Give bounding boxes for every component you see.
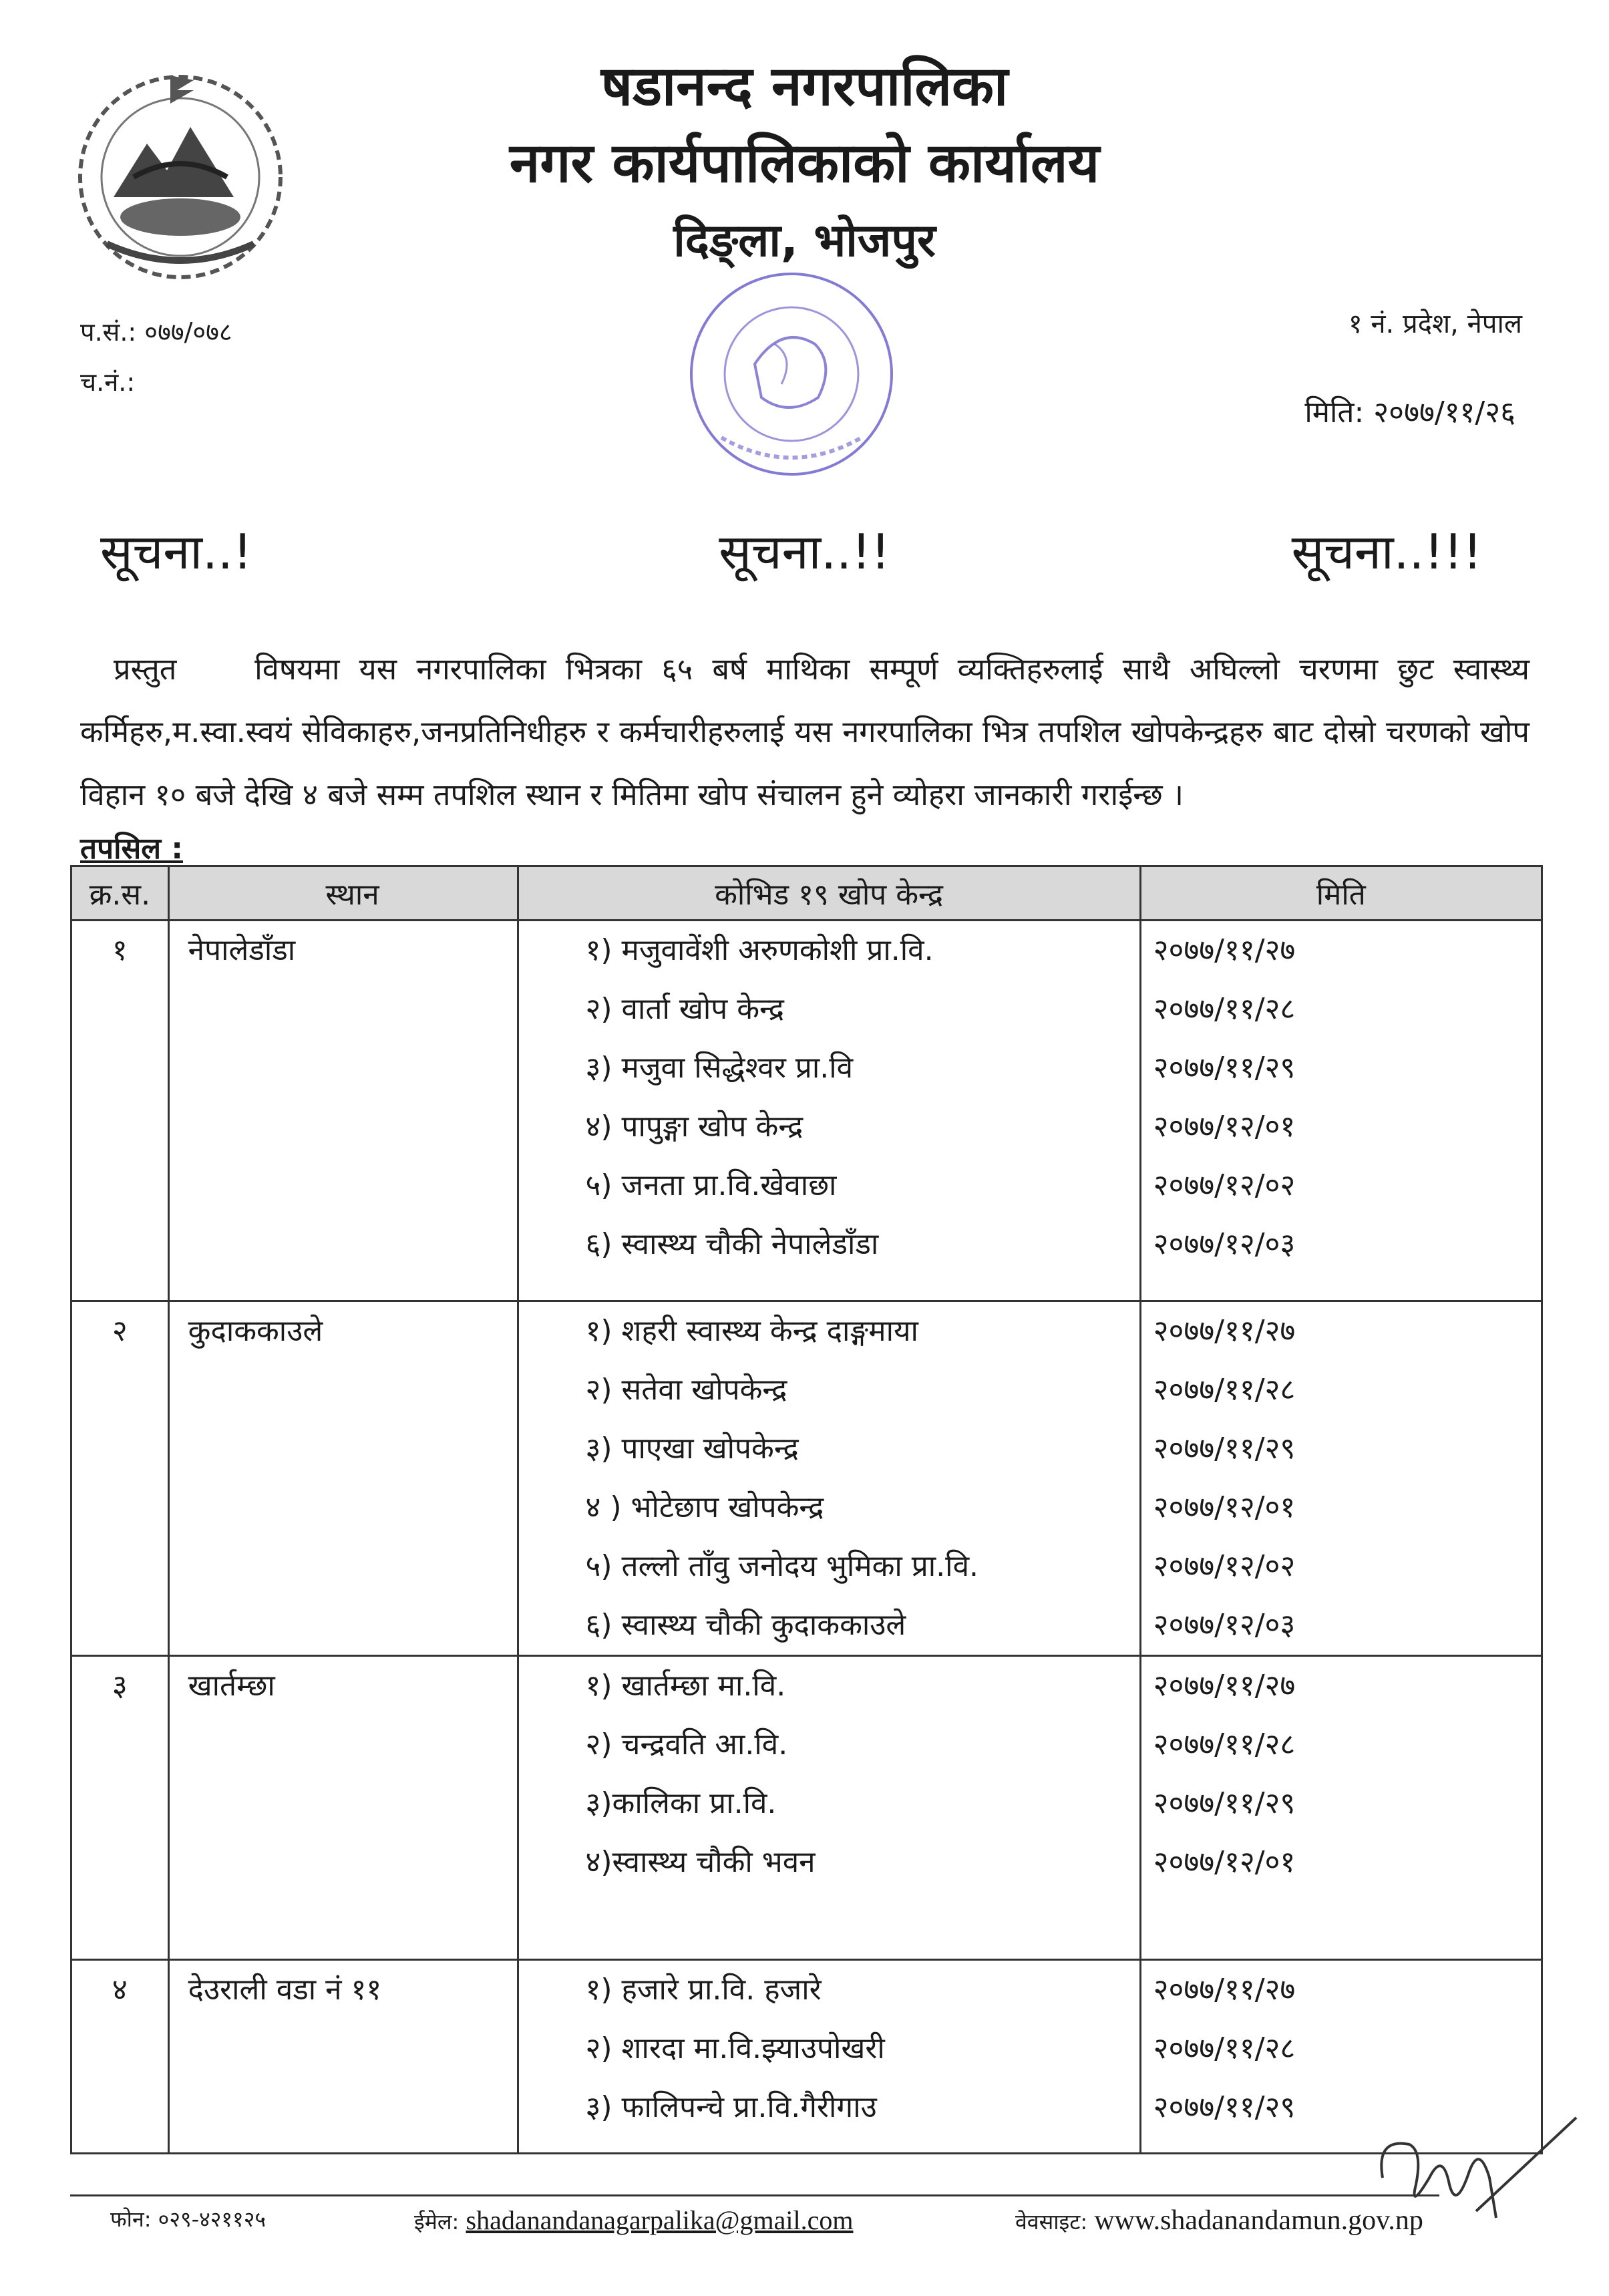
serial-cell: ३ (112, 1669, 128, 1703)
date-cell: २०७७/१२/०१ (1153, 1490, 1296, 1524)
center-cell: ३)कालिका प्रा.वि. (585, 1786, 777, 1820)
date-cell: २०७७/१२/०३ (1153, 1227, 1296, 1261)
date-cell: २०७७/११/२७ (1153, 1314, 1296, 1348)
center-cell: ६) स्वास्थ्य चौकी नेपालेडाँडा (585, 1227, 879, 1261)
center-cell: १) हजारे प्रा.वि. हजारे (585, 1973, 822, 2007)
date-cell: २०७७/११/२७ (1153, 1973, 1296, 2007)
notice-body-lead: प्रस्तुत (114, 651, 177, 687)
notice-heading-center: सूचना..!! (719, 524, 890, 580)
footer-website (1015, 2204, 1423, 2237)
center-cell: ६) स्वास्थ्य चौकी कुदाककाउले (585, 1608, 906, 1642)
footer-divider (70, 2194, 1439, 2196)
table-row (71, 921, 1542, 1301)
header-center: कोभिड १९ खोप केन्द्र (518, 866, 1140, 921)
serial-cell: १ (112, 933, 128, 967)
place-cell: कुदाककाउले (188, 1314, 323, 1348)
center-cell: ३) पाएखा खोपकेन्द्र (585, 1432, 799, 1466)
footer-website-link[interactable]: www.shadanandamun.gov.np (1094, 2205, 1423, 2236)
province-label: १ नं. प्रदेश, नेपाल (1348, 309, 1522, 339)
center-cell: ३) फालिपन्चे प्रा.वि.गैरीगाउ (585, 2090, 877, 2124)
letter-date: मिति: २०७७/११/२६ (1304, 395, 1515, 430)
date-cell: २०७७/११/२७ (1153, 1669, 1296, 1703)
office-stamp-icon (681, 264, 902, 491)
date-cell: २०७७/११/२८ (1153, 1373, 1296, 1407)
center-cell: १) मजुवावेंशी अरुणकोशी प्रा.वि. (585, 933, 934, 967)
header-serial: क्र.स. (71, 866, 169, 921)
center-cell: १) शहरी स्वास्थ्य केन्द्र दाङ्गमाया (585, 1314, 918, 1348)
notice-body (80, 638, 1530, 826)
table-header-row (71, 866, 1542, 921)
table-row (71, 1960, 1542, 2154)
date-cell: २०७७/१२/०२ (1153, 1549, 1296, 1583)
center-cell: २) वार्ता खोप केन्द्र (585, 992, 784, 1026)
footer-email-label: ईमेल: (414, 2209, 460, 2235)
center-cell: ५) जनता प्रा.वि.खेवाछा (585, 1168, 837, 1202)
date-cell: २०७७/११/२८ (1153, 1728, 1296, 1762)
municipality-name: षडानन्द नगरपालिका (600, 55, 1009, 118)
center-cell: २) चन्द्रवति आ.वि. (585, 1728, 788, 1762)
date-cell: २०७७/११/२९ (1153, 1786, 1296, 1820)
footer-phone: फोन: ०२९-४२११२५ (110, 2206, 266, 2232)
footer-website-label: वेवसाइट: (1015, 2209, 1088, 2235)
center-cell: ४ ) भोटेछाप खोपकेन्द्र (585, 1490, 824, 1524)
reference-number: प.सं.: ०७७/०७८ (80, 317, 232, 347)
header-place: स्थान (168, 866, 518, 921)
table-group (71, 1301, 1542, 1656)
date-cell: २०७७/११/२८ (1153, 2031, 1296, 2066)
place-cell: खार्तम्छा (188, 1669, 275, 1703)
table-row (71, 1656, 1542, 1960)
dispatch-number: च.नं.: (80, 367, 136, 397)
center-cell: ५) तल्लो ताँवु जनोदय भुमिका प्रा.वि. (585, 1549, 979, 1583)
date-cell: २०७७/११/२७ (1153, 933, 1296, 967)
date-cell: २०७७/११/२९ (1153, 1051, 1296, 1085)
center-cell: ३) मजुवा सिद्धेश्वर प्रा.वि (585, 1051, 854, 1085)
notice-heading-right: सूचना..!!! (1291, 524, 1482, 580)
vaccination-schedule-table (70, 865, 1543, 2154)
notice-heading-left: सूचना..! (100, 524, 252, 580)
center-cell: २) सतेवा खोपकेन्द्र (585, 1373, 787, 1407)
center-cell: ४)स्वास्थ्य चौकी भवन (585, 1845, 816, 1879)
table-row (71, 1301, 1542, 1656)
center-cell: १) खार्तम्छा मा.वि. (585, 1669, 786, 1703)
table-group (71, 921, 1542, 1301)
date-cell: २०७७/११/२८ (1153, 992, 1296, 1026)
notice-body-text: विषयमा यस नगरपालिका भित्रका ६५ बर्ष माथिका सम्पूर्ण व्यक्तिहरुलाई साथै अघिल्लो चरणमा छुट स्वास्थ्य कर्मिहरु,म.स्वा.स्वयं सेविकाहरु,जनप्रतिनिधीहरु र कर्मचारीहरुलाई यस नगरपालिका भित्र तपशिल खोपकेन्द्रहरु बाट दोस्रो चरणको खोप विहान १० बजे देखि ४ बजे सम्म तपशिल स्थान र मितिमा खोप संचालन हुने व्योहरा जानकारी गराईन्छ । (80, 651, 1530, 812)
footer-email-link[interactable]: shadanandanagarpalika@gmail.com (466, 2205, 854, 2235)
date-cell: २०७७/११/२९ (1153, 1432, 1296, 1466)
date-cell: २०७७/११/२९ (1153, 2090, 1296, 2124)
office-name: नगर कार्यपालिकाको कार्यालय (509, 132, 1100, 195)
header-date: मिति (1140, 866, 1542, 921)
table-group (71, 1656, 1542, 1960)
date-cell: २०७७/१२/०२ (1153, 1168, 1296, 1202)
date-cell: २०७७/१२/०१ (1153, 1845, 1296, 1879)
serial-cell: २ (112, 1314, 128, 1348)
table-group (71, 1960, 1542, 2154)
date-cell: २०७७/१२/०१ (1153, 1110, 1296, 1144)
center-cell: ४) पापुङ्गा खोप केन्द्र (585, 1110, 803, 1144)
place-cell: नेपालेडाँडा (188, 933, 296, 967)
center-cell: २) शारदा मा.वि.झ्याउपोखरी (585, 2031, 885, 2066)
serial-cell: ४ (112, 1973, 128, 2007)
place-cell: देउराली वडा नं ११ (188, 1973, 382, 2007)
office-location: दिङ्ला, भोजपुर (673, 214, 936, 267)
footer-email (414, 2204, 853, 2236)
table-caption: तपसिल : (80, 832, 183, 866)
date-cell: २०७७/१२/०३ (1153, 1608, 1296, 1642)
